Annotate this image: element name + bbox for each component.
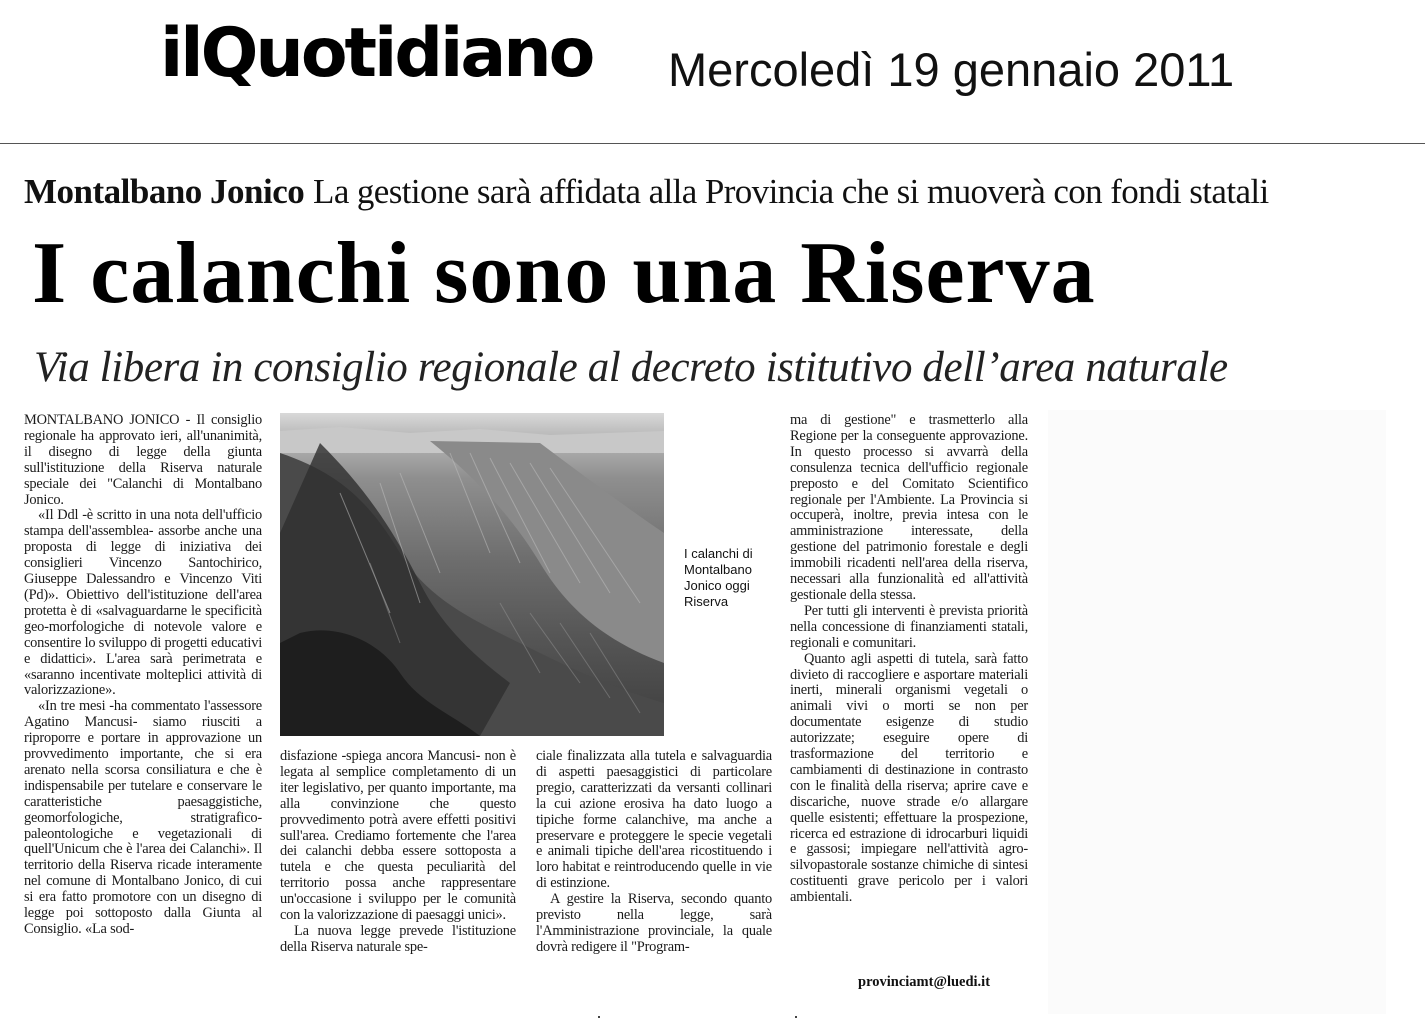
paragraph: ciale finalizzata alla tutela e salvaguardia di aspetti paesaggistici di particolare pregio, caratterizzati da versanti collinari la cui azione erosiva ha dato luogo a tipiche forme calanchive, ma anche a preservare e proteggere le specie vegetali e animali tipiche dell'area ricostituendo i loro habitat e reintroducendo quelle in vie di estinzione. (536, 748, 772, 892)
paragraph: Quanto agli aspetti di tutela, sarà fatto divieto di raccogliere e asportare materiali inerti, minerali organismi vegetali o animali vivi o morti se non per documentate esigenze di studio autorizzate; eseguire opere di trasformazione del territorio e cambiamenti di destinazione in contrasto con le finalità della riserva; aprire cave e discariche, nuove strade e/o allargare quelle esistenti; effettuare la prospezione, ricerca ed estrazione di idrocarburi liquidi e gassosi; impiegare nell'attività agro-silvopastorale sostanze chimiche di sintesi costituenti grave pericolo per i valori ambientali. (790, 650, 1028, 906)
kicker-text: La gestione sarà affidata alla Provincia che si muoverà con fondi statali (313, 172, 1269, 211)
paragraph: ma di gestione" e trasmetterlo alla Regione per la conseguente approvazione. In questo processo si avvarrà della consulenza tecnica dell'ufficio regionale preposto e del Comitato Scientifico regionale per l'Ambiente. La Provincia si occuperà, inoltre, previa intesa con le amministrazione interessate, della gestione del patrimonio forestale e degli immobili ricadenti nell'area della riserva, necessari alla funzionalità ed all'attività gestionale della stessa. (790, 412, 1028, 603)
kicker (24, 174, 1269, 209)
paragraph: La nuova legge prevede l'istituzione della Riserva naturale spe- (280, 922, 516, 955)
paragraph: Per tutti gli interventi è prevista priorità nella concessione di finanziamenti statali, regionali e comunitari. (790, 602, 1028, 651)
paragraph: disfazione -spiega ancora Mancusi- non è legata al semplice completamento di un iter legislativo, per quanto importante, ma alla convinzione che questo provvedimento potrà avere effetti positivi sull'area. Crediamo fortemente che l'area dei calanchi debba essere sottoposta a tutela e che questa peculiarità del territorio possa anche rappresentare un'occasione i sviluppo per le comunità con la valorizzazione di paesaggi unici». (280, 748, 516, 924)
article-column-3 (536, 749, 772, 956)
masthead-logo: ilQuotidiano (160, 14, 593, 93)
subheadline: Via libera in consiglio regionale al decreto istitutivo dell’area naturale (34, 344, 1228, 391)
headline: I calanchi sono una Riserva (32, 225, 1096, 322)
landscape-photo (280, 413, 664, 736)
paragraph: «Il Ddl -è scritto in una nota dell'ufficio stampa dell'assemblea- assorbe anche una proposta di legge di iniziativa dei consiglieri Vincenzo Santochirico, Giuseppe Dalessandro e Vincenzo Viti (Pd)». Obiettivo dell'istituzione dell'area protetta è di «salvaguardarne le specificità geo-morfologiche di notevole valore e consentire lo sviluppo di progetti educativi e didattici». L'area sarà perimetrata e «saranno incentivate molteplici attività di valorizzazione». (24, 507, 262, 699)
scan-speck (795, 1016, 797, 1018)
article-column-1 (24, 413, 262, 938)
paragraph: «In tre mesi -ha commentato l'assessore Agatino Mancusi- siamo riusciti a riproporre e portare in approvazione un provvedimento importante, che si era arenato nella scorsa consiliatura e che è indispensabile per tutelare e conservare le caratteristiche paesaggistiche, geomorfologiche, stratigrafico-paleontologiche e vegetazionali di quell'Unicum che è l'area dei Calanchi». Il territorio della Riserva ricade interamente nel comune di Montalbano Jonico, di cui si era fatto promotore con un disegno di legge poi sottoposto dalla Giunta al Consiglio. «La sod- (24, 698, 262, 937)
author-email: provinciamt@luedi.it (858, 974, 991, 990)
paragraph: MONTALBANO JONICO - Il consiglio regionale ha approvato ieri, all'unanimità, il disegno di legge della giunta sull'istituzione della Riserva naturale speciale dei "Calanchi di Montalbano Jonico. (24, 412, 262, 508)
article-column-4 (790, 413, 1028, 906)
photo-caption: I calanchi di Montalbano Jonico oggi Riserva (684, 546, 753, 609)
masthead-date: Mercoledì 19 gennaio 2011 (668, 43, 1235, 96)
scan-speck (598, 1016, 600, 1018)
paragraph: A gestire la Riserva, secondo quanto previsto nella legge, sarà l'Amministrazione provinciale, la quale dovrà redigere il "Program- (536, 891, 772, 955)
blank-ad-area (1048, 410, 1386, 1014)
kicker-place: Montalbano Jonico (24, 172, 305, 211)
masthead-rule (0, 143, 1425, 144)
article-column-2 (280, 749, 516, 956)
